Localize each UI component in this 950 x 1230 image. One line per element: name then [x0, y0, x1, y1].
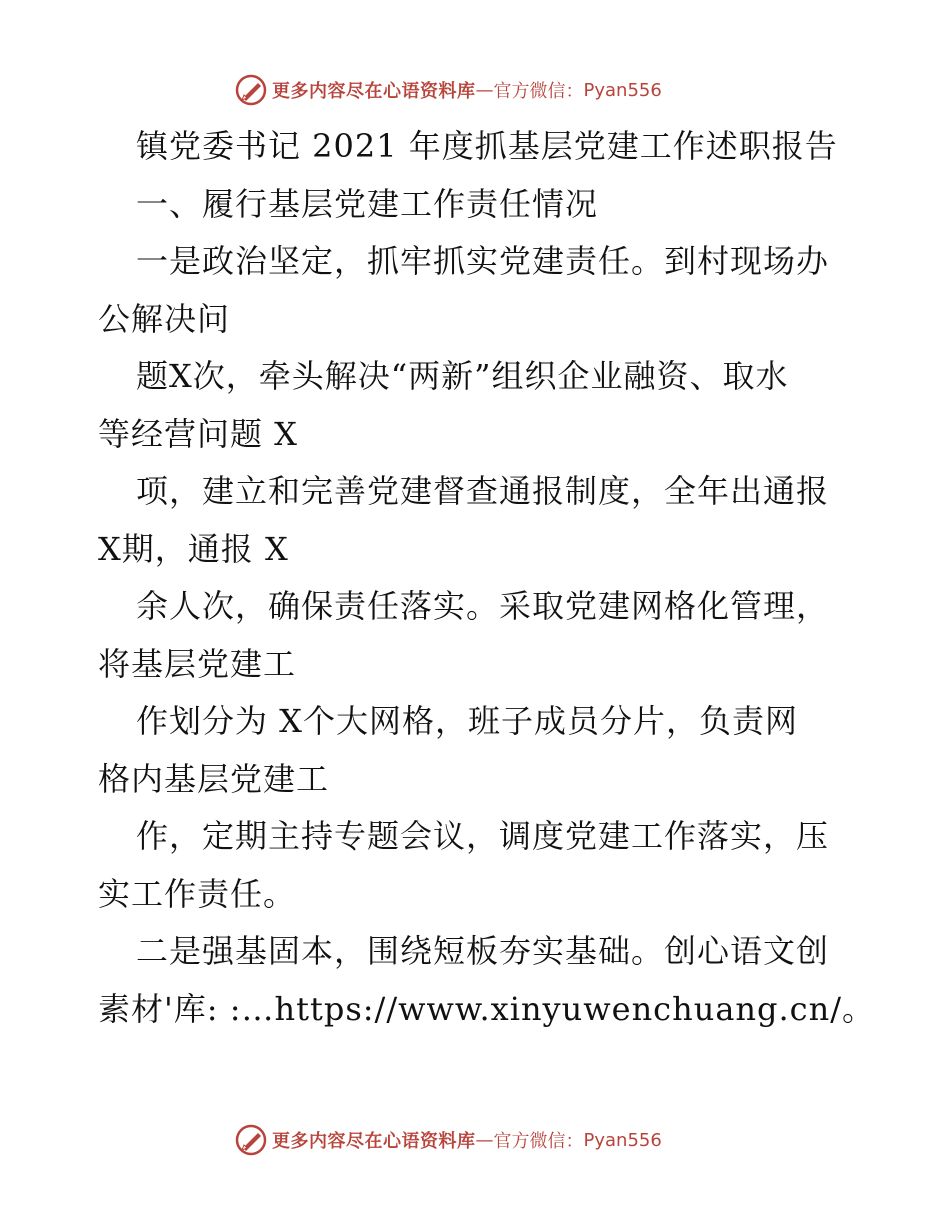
- section-heading: 一、履行基层党建工作责任情况: [136, 184, 599, 223]
- paragraph-line: 余人次，确保责任落实。采取党建网格化管理，: [136, 587, 830, 625]
- paragraph-line: 将基层党建工: [98, 644, 297, 683]
- footer-banner: [234, 1122, 662, 1158]
- pen-circle-logo-icon: [234, 73, 268, 107]
- paragraph-line: 二是强基固本，围绕短板夯实基础。创心语文创: [136, 932, 830, 970]
- paragraph-line: 作，定期主持专题会议，调度党建工作落实，压: [136, 817, 830, 855]
- banner-title: 更多内容尽在心语资料库: [272, 81, 476, 102]
- banner-title: 更多内容尽在心语资料库: [272, 1131, 476, 1152]
- paragraph-line: 作划分为 X个大网格，班子成员分片，负责网: [136, 702, 798, 740]
- paragraph-line: 格内基层党建工: [98, 759, 330, 798]
- paragraph-line: 实工作责任。: [98, 874, 297, 913]
- banner-wechat-label: 官方微信：: [493, 1131, 584, 1152]
- paragraph-line: X期，通报 X: [98, 529, 289, 568]
- banner-dash: —: [475, 1129, 494, 1151]
- pen-circle-logo-icon: [234, 1123, 268, 1157]
- banner-wechat-id: Pyan556: [583, 1129, 662, 1151]
- paragraph-line: 公解决问: [98, 299, 231, 338]
- banner-wechat-id: Pyan556: [583, 79, 662, 101]
- header-banner: [234, 72, 662, 108]
- paragraph-line: 项，建立和完善党建督查通报制度，全年出通报: [136, 472, 830, 510]
- paragraph-line: 素材'库: :…https://www.xinyuwenchuang.cn/。: [98, 989, 875, 1028]
- document-body: [98, 118, 875, 1038]
- banner-wechat-label: 官方微信：: [493, 81, 584, 102]
- doc-title: 镇党委书记 2021 年度抓基层党建工作述职报告: [136, 127, 838, 165]
- paragraph-line: 一是政治坚定，抓牢抓实党建责任。到村现场办: [136, 242, 830, 280]
- paragraph-line: 等经营问题 X: [98, 414, 298, 453]
- paragraph-line: 题X次，牵头解决“两新”组织企业融资、取水: [136, 357, 789, 395]
- banner-dash: —: [475, 79, 494, 101]
